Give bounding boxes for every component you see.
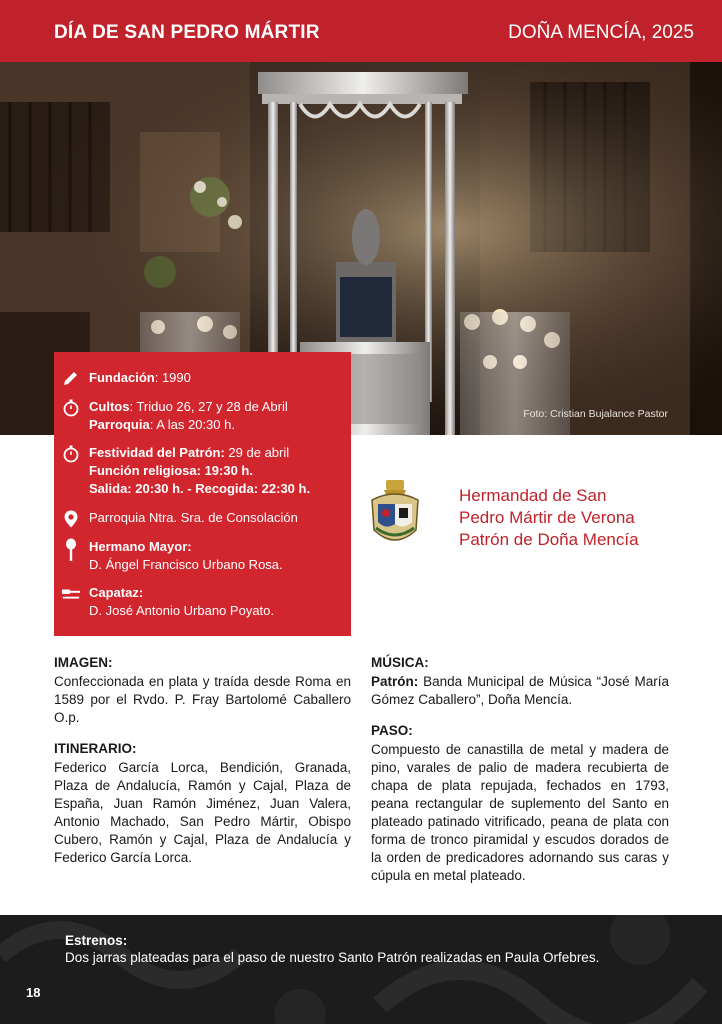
info-fundacion <box>89 369 191 387</box>
stopwatch-icon <box>61 444 81 464</box>
paso-text: Compuesto de canastilla de metal y madera de pino, varales de palio de madera recubierta de chapa de plata repujada, fechados en 1793, peana rectangular de suplemento del Santo en plateado patinado vitrificado, peana de plata con forma de tronco piramidal y escudos dorados de la orden de predicadores adornando sus caras y cúpula en metal plateado. <box>371 742 669 883</box>
capataz-label: Capataz: <box>89 585 144 600</box>
imagen-section <box>54 654 351 727</box>
itinerario-text: Federico García Lorca, Bendición, Granada, Plaza de Andalucía, Ramón y Cajal, Plaza de España, Juan Ramón Jiménez, Juan Valera, Antonio Machado, San Pedro Mártir, Obispo Cubero, Ramón y Cajal, Plaza de Andalucía y Federico García Lorca. <box>54 760 351 865</box>
fundacion-value: : 1990 <box>154 370 191 385</box>
location-pin-icon <box>61 509 81 529</box>
info-sede <box>89 509 298 527</box>
hermandad-title <box>459 485 639 551</box>
hermano-value: D. Ángel Francisco Urbano Rosa. <box>89 557 283 572</box>
paso-heading: PASO: <box>371 723 413 738</box>
festividad-value: 29 de abril <box>224 445 290 460</box>
estrenos-text: Dos jarras plateadas para el paso de nuestro Santo Patrón realizadas en Paula Orfebres. <box>65 950 600 965</box>
hammer-icon <box>61 584 81 604</box>
cultos-label: Cultos <box>89 399 130 414</box>
photo-credit: Foto: Cristian Bujalance Pastor <box>523 408 668 420</box>
location-year: DOÑA MENCÍA, 2025 <box>508 22 694 43</box>
info-box <box>54 352 351 636</box>
imagen-heading: IMAGEN: <box>54 655 113 670</box>
stopwatch-icon <box>61 398 81 418</box>
funcion-religiosa: Función religiosa: 19:30 h. <box>89 463 253 478</box>
info-cultos <box>89 398 288 434</box>
imagen-text: Confeccionada en plata y traída desde Roma en 1589 por el Rvdo. P. Fray Bartolomé Caballero O.p. <box>54 674 351 725</box>
parroquia-value: : A las 20:30 h. <box>149 417 235 432</box>
salida-recogida: Salida: 20:30 h. - Recogida: 22:30 h. <box>89 481 311 496</box>
estrenos-heading: Estrenos: <box>65 933 128 948</box>
cultos-value: : Triduo 26, 27 y 28 de Abril <box>129 399 288 414</box>
musica-label: Patrón: <box>371 674 419 689</box>
pencil-icon <box>61 369 81 389</box>
musica-section <box>371 654 669 709</box>
hermano-label: Hermano Mayor: <box>89 539 192 554</box>
hermandad-line-3: Patrón de Doña Mencía <box>459 530 639 549</box>
info-hermano-mayor <box>89 538 283 574</box>
estrenos-band <box>0 915 722 1024</box>
itinerario-section <box>54 740 351 867</box>
hermandad-line-1: Hermandad de San <box>459 486 607 505</box>
right-column <box>371 654 669 898</box>
info-festividad <box>89 444 310 498</box>
sede-text: Parroquia Ntra. Sra. de Consolación <box>89 510 298 525</box>
hermandad-coat-of-arms <box>366 478 424 554</box>
fundacion-label: Fundación <box>89 370 155 385</box>
staff-icon <box>61 538 81 562</box>
musica-text: Banda Municipal de Música “José María Gómez Caballero”, Doña Mencía. <box>371 674 669 707</box>
hermandad-line-2: Pedro Mártir de Verona <box>459 508 635 527</box>
page-title: DÍA DE SAN PEDRO MÁRTIR <box>54 22 320 43</box>
page-number: 18 <box>26 985 41 1000</box>
itinerario-heading: ITINERARIO: <box>54 741 137 756</box>
festividad-label: Festividad del Patrón: <box>89 445 225 460</box>
parroquia-label: Parroquia <box>89 417 150 432</box>
paso-section <box>371 722 669 885</box>
info-capataz <box>89 584 274 620</box>
left-column <box>54 654 351 880</box>
musica-heading: MÚSICA: <box>371 655 429 670</box>
capataz-value: D. José Antonio Urbano Poyato. <box>89 603 275 618</box>
decorative-pattern <box>0 915 722 1024</box>
header-bar <box>0 0 722 62</box>
